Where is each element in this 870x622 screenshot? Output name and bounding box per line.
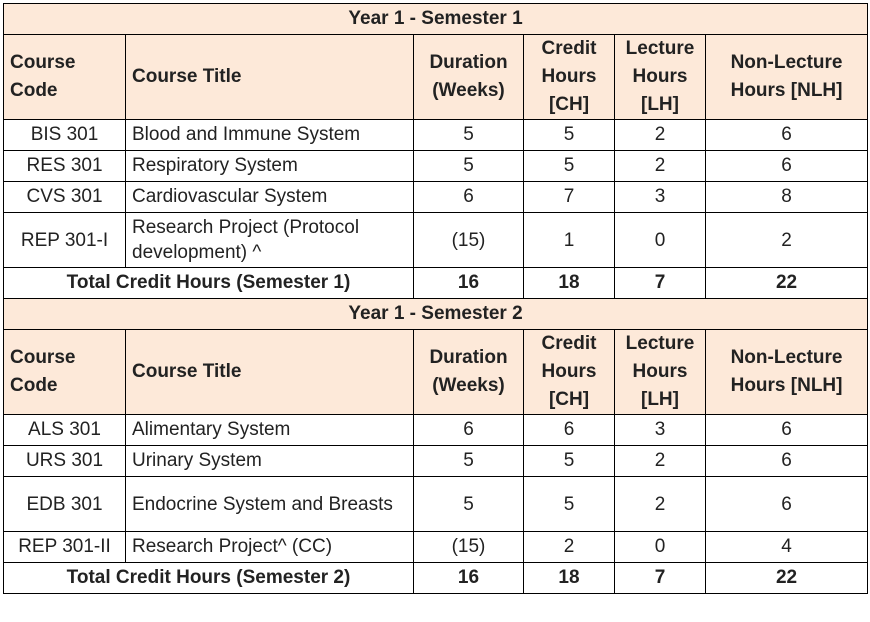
header-course-code: Course Code xyxy=(4,330,126,415)
header-credit-hours: Credit Hours [CH] xyxy=(524,330,615,415)
lecture-hours-value: 0 xyxy=(615,213,706,268)
column-header-row xyxy=(4,35,868,120)
lecture-hours-value: 2 xyxy=(615,446,706,477)
non-lecture-hours-value: 4 xyxy=(706,532,868,563)
header-lecture-hours: Lecture Hours [LH] xyxy=(615,330,706,415)
header-course-title: Course Title xyxy=(126,35,414,120)
course-title: Endocrine System and Breasts xyxy=(126,477,414,532)
credit-hours-value: 5 xyxy=(524,151,615,182)
header-non-lecture-hours: Non-Lecture Hours [NLH] xyxy=(706,35,868,120)
total-lecture-hours: 7 xyxy=(615,268,706,299)
credit-hours-value: 1 xyxy=(524,213,615,268)
course-title: Urinary System xyxy=(126,446,414,477)
course-code: CVS 301 xyxy=(4,182,126,213)
table-row xyxy=(4,415,868,446)
course-title: Alimentary System xyxy=(126,415,414,446)
credit-hours-value: 2 xyxy=(524,532,615,563)
lecture-hours-value: 0 xyxy=(615,532,706,563)
duration-value: 5 xyxy=(414,120,524,151)
duration-value: (15) xyxy=(414,532,524,563)
course-code: REP 301-I xyxy=(4,213,126,268)
lecture-hours-value: 3 xyxy=(615,182,706,213)
non-lecture-hours-value: 8 xyxy=(706,182,868,213)
credit-hours-value: 5 xyxy=(524,477,615,532)
semester-title: Year 1 - Semester 1 xyxy=(4,4,868,35)
total-row xyxy=(4,563,868,594)
table-row xyxy=(4,532,868,563)
total-credit-hours: 18 xyxy=(524,563,615,594)
header-non-lecture-hours: Non-Lecture Hours [NLH] xyxy=(706,330,868,415)
course-title: Blood and Immune System xyxy=(126,120,414,151)
total-duration: 16 xyxy=(414,563,524,594)
table-row xyxy=(4,477,868,532)
duration-value: 5 xyxy=(414,151,524,182)
course-code: URS 301 xyxy=(4,446,126,477)
header-credit-hours: Credit Hours [CH] xyxy=(524,35,615,120)
course-title: Research Project^ (CC) xyxy=(126,532,414,563)
course-code: REP 301-II xyxy=(4,532,126,563)
non-lecture-hours-value: 6 xyxy=(706,477,868,532)
total-label: Total Credit Hours (Semester 1) xyxy=(4,268,414,299)
table-row xyxy=(4,213,868,268)
credit-hours-value: 5 xyxy=(524,120,615,151)
total-credit-hours: 18 xyxy=(524,268,615,299)
table-row xyxy=(4,151,868,182)
total-non-lecture-hours: 22 xyxy=(706,563,868,594)
course-code: RES 301 xyxy=(4,151,126,182)
header-course-title: Course Title xyxy=(126,330,414,415)
lecture-hours-value: 2 xyxy=(615,151,706,182)
semester-title-row xyxy=(4,299,868,330)
column-header-row xyxy=(4,330,868,415)
total-duration: 16 xyxy=(414,268,524,299)
total-row xyxy=(4,268,868,299)
lecture-hours-value: 3 xyxy=(615,415,706,446)
header-duration: Duration (Weeks) xyxy=(414,330,524,415)
semester-title: Year 1 - Semester 2 xyxy=(4,299,868,330)
course-title: Respiratory System xyxy=(126,151,414,182)
non-lecture-hours-value: 2 xyxy=(706,213,868,268)
curriculum-table-container xyxy=(3,3,867,594)
total-label: Total Credit Hours (Semester 2) xyxy=(4,563,414,594)
semester-title-row xyxy=(4,4,868,35)
course-title: Cardiovascular System xyxy=(126,182,414,213)
curriculum-table xyxy=(3,3,868,594)
header-lecture-hours: Lecture Hours [LH] xyxy=(615,35,706,120)
header-course-code: Course Code xyxy=(4,35,126,120)
non-lecture-hours-value: 6 xyxy=(706,415,868,446)
duration-value: (15) xyxy=(414,213,524,268)
lecture-hours-value: 2 xyxy=(615,120,706,151)
duration-value: 6 xyxy=(414,415,524,446)
duration-value: 6 xyxy=(414,182,524,213)
course-code: ALS 301 xyxy=(4,415,126,446)
non-lecture-hours-value: 6 xyxy=(706,120,868,151)
course-code: EDB 301 xyxy=(4,477,126,532)
table-row xyxy=(4,446,868,477)
header-duration: Duration (Weeks) xyxy=(414,35,524,120)
credit-hours-value: 7 xyxy=(524,182,615,213)
table-row xyxy=(4,182,868,213)
course-code: BIS 301 xyxy=(4,120,126,151)
total-non-lecture-hours: 22 xyxy=(706,268,868,299)
credit-hours-value: 5 xyxy=(524,446,615,477)
table-row xyxy=(4,120,868,151)
duration-value: 5 xyxy=(414,477,524,532)
non-lecture-hours-value: 6 xyxy=(706,446,868,477)
total-lecture-hours: 7 xyxy=(615,563,706,594)
lecture-hours-value: 2 xyxy=(615,477,706,532)
credit-hours-value: 6 xyxy=(524,415,615,446)
non-lecture-hours-value: 6 xyxy=(706,151,868,182)
course-title: Research Project (Protocol development) ^ xyxy=(126,213,414,268)
duration-value: 5 xyxy=(414,446,524,477)
